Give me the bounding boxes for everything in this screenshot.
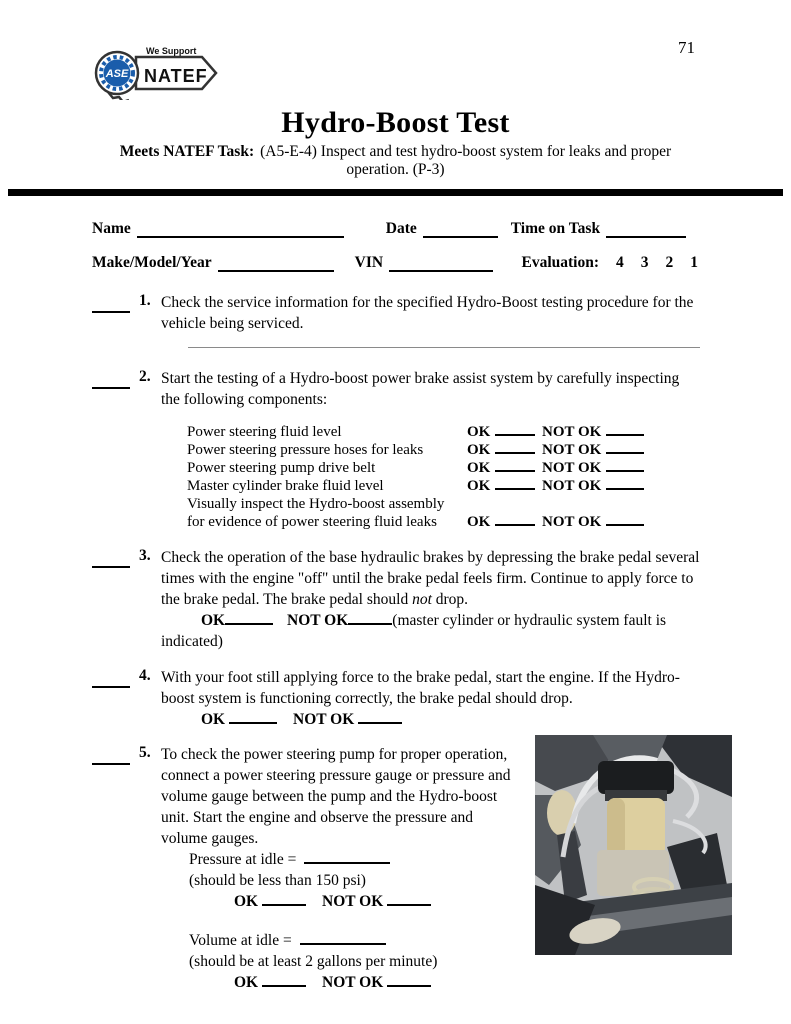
ok-label: OK [467,478,491,494]
info-section [92,220,698,272]
vehicle-row [92,254,698,272]
not-ok-label: NOT OK [542,514,602,530]
not-ok-label: NOT OK [322,974,384,991]
pressure-blank-line [304,851,390,864]
natef-task-line [0,143,791,161]
task-item-3 [92,547,732,652]
item-3-fault-note: (master cylinder or hydraulic system fault is indicated) [161,612,667,650]
make-model-year-blank-line [218,259,334,272]
not-ok-label: NOT OK [293,711,355,728]
item-3-number: 3. [139,547,151,564]
item-2-body [161,368,702,531]
vin-label: VIN [354,254,384,271]
date-label: Date [385,220,417,237]
ok-blank-line [229,711,277,724]
name-label: Name [92,220,131,237]
engine-compartment-photo [535,735,732,955]
item-4-ok-line [201,709,702,730]
not-ok-blank-line [606,441,644,454]
ok-label: OK [467,460,491,476]
not-ok-label: NOT OK [287,612,349,629]
task-item-1 [92,292,732,348]
ok-blank-line [495,513,535,526]
component-row [187,477,702,495]
component-row [187,459,702,477]
ok-blank-line [262,893,306,906]
item-1-number: 1. [139,292,151,309]
component-label: Power steering fluid level [187,424,342,440]
not-ok-label: NOT OK [542,460,602,476]
item-3-body [161,547,702,652]
item-1-body [161,292,702,348]
item-5-body [161,744,511,993]
task-item-2 [92,368,732,531]
not-ok-label: NOT OK [542,478,602,494]
ok-blank-line [262,974,306,987]
item-4-number: 4. [139,667,151,684]
ok-blank-line [225,612,273,625]
item-2-components-list [187,423,702,531]
not-ok-blank-line [358,711,402,724]
ok-label: OK [234,974,259,991]
not-ok-blank-line [387,893,431,906]
date-blank-line [423,225,498,238]
natef-task-text-line2: operation. (P-3) [346,161,445,178]
pressure-at-idle-label: Pressure at idle = [189,851,297,868]
logo-natef-text: NATEF [144,66,208,86]
not-ok-blank-line [606,423,644,436]
ok-label: OK [467,442,491,458]
not-ok-label: NOT OK [542,442,602,458]
evaluation-score-1: 1 [690,254,698,271]
item-2-grade-blank [92,375,130,389]
item-2-number: 2. [139,368,151,385]
item-5-text: To check the power steering pump for proper operation, connect a power steering pressure gauge or pressure and volume gauge between the pump and the Hydro-boost unit. Start the engine and observe the pressure and volume gauges. [161,746,511,847]
item-1-answer-line [188,347,700,348]
component-row [187,423,702,441]
ok-label: OK [467,514,491,530]
item-5-volume-ok-line [234,972,511,993]
item-5-pressure-ok-line [234,891,511,912]
component-label: for evidence of power steering fluid leaks [187,514,437,530]
component-row [187,441,702,459]
item-3-grade-blank [92,554,130,568]
item-4-text: With your foot still applying force to the brake pedal, start the engine. If the Hydro-boost system is functioning correctly, the brake pedal should drop. [161,669,680,707]
page-number: 71 [678,38,695,57]
ok-label: OK [234,893,259,910]
make-model-year-label: Make/Model/Year [92,254,212,271]
not-ok-blank-line [606,459,644,472]
component-label: Master cylinder brake fluid level [187,478,384,494]
time-on-task-blank-line [606,225,686,238]
ok-label: OK [201,711,226,728]
pressure-at-idle-line [189,849,511,870]
item-3-italic-word: not [412,591,432,608]
item-3-ok-line [161,610,702,652]
logo-we-support-text: We Support [146,46,197,56]
ok-label: OK [467,424,491,440]
evaluation-label: Evaluation: [521,254,599,271]
task-items [92,292,732,993]
spacer [161,912,511,930]
not-ok-blank-line [387,974,431,987]
vin-blank-line [389,259,493,272]
item-1-grade-blank [92,299,130,313]
not-ok-blank-line [348,612,392,625]
component-label: Power steering pressure hoses for leaks [187,442,424,458]
item-4-body [161,667,702,730]
component-label: Power steering pump drive belt [187,460,376,476]
item-2-text: Start the testing of a Hydro-boost power brake assist system by carefully inspecting the following components: [161,370,680,408]
evaluation-score-4: 4 [616,254,624,271]
item-3-text: Check the operation of the base hydraulic brakes by depressing the brake pedal several times with the engine "off" until the brake pedal feels firm. Continue to apply force to the brake pedal. The brake pedal should [161,549,700,608]
meets-natef-task-label: Meets NATEF Task: [119,143,255,160]
task-item-5 [92,744,732,993]
volume-note: (should be at least 2 gallons per minute) [189,953,438,970]
item-5-number: 5. [139,744,151,761]
item-4-grade-blank [92,674,130,688]
component-row [187,495,702,513]
volume-at-idle-label: Volume at idle = [189,932,292,949]
volume-blank-line [300,932,386,945]
item-5-grade-blank [92,751,130,765]
not-ok-blank-line [606,513,644,526]
not-ok-blank-line [606,477,644,490]
ok-blank-line [495,477,535,490]
not-ok-label: NOT OK [542,424,602,440]
ase-logo-text: ASE [105,68,129,80]
evaluation-score-3: 3 [640,254,649,271]
task-item-4 [92,667,732,730]
ok-label: OK [201,612,226,629]
component-row [187,513,702,531]
natef-task-text: (A5-E-4) Inspect and test hydro-boost system for leaks and proper [260,143,672,160]
ok-blank-line [495,459,535,472]
name-blank-line [137,225,344,238]
component-label: Visually inspect the Hydro-boost assembly [187,496,445,512]
natef-key-logo-graphic [88,42,220,100]
time-on-task-label: Time on Task [510,220,601,237]
not-ok-label: NOT OK [322,893,384,910]
ok-blank-line [495,423,535,436]
pressure-note: (should be less than 150 psi) [189,872,366,889]
item-3-text-end: drop. [431,591,469,608]
header-rule [8,189,783,196]
item-1-text: Check the service information for the specified Hydro-Boost testing procedure for the vehicle being serviced. [161,294,694,332]
name-date-row [92,220,698,238]
natef-logo [88,42,220,105]
evaluation-score-2: 2 [665,254,674,271]
volume-at-idle-line [189,930,511,951]
ok-blank-line [495,441,535,454]
page-title: Hydro-Boost Test [281,106,510,139]
